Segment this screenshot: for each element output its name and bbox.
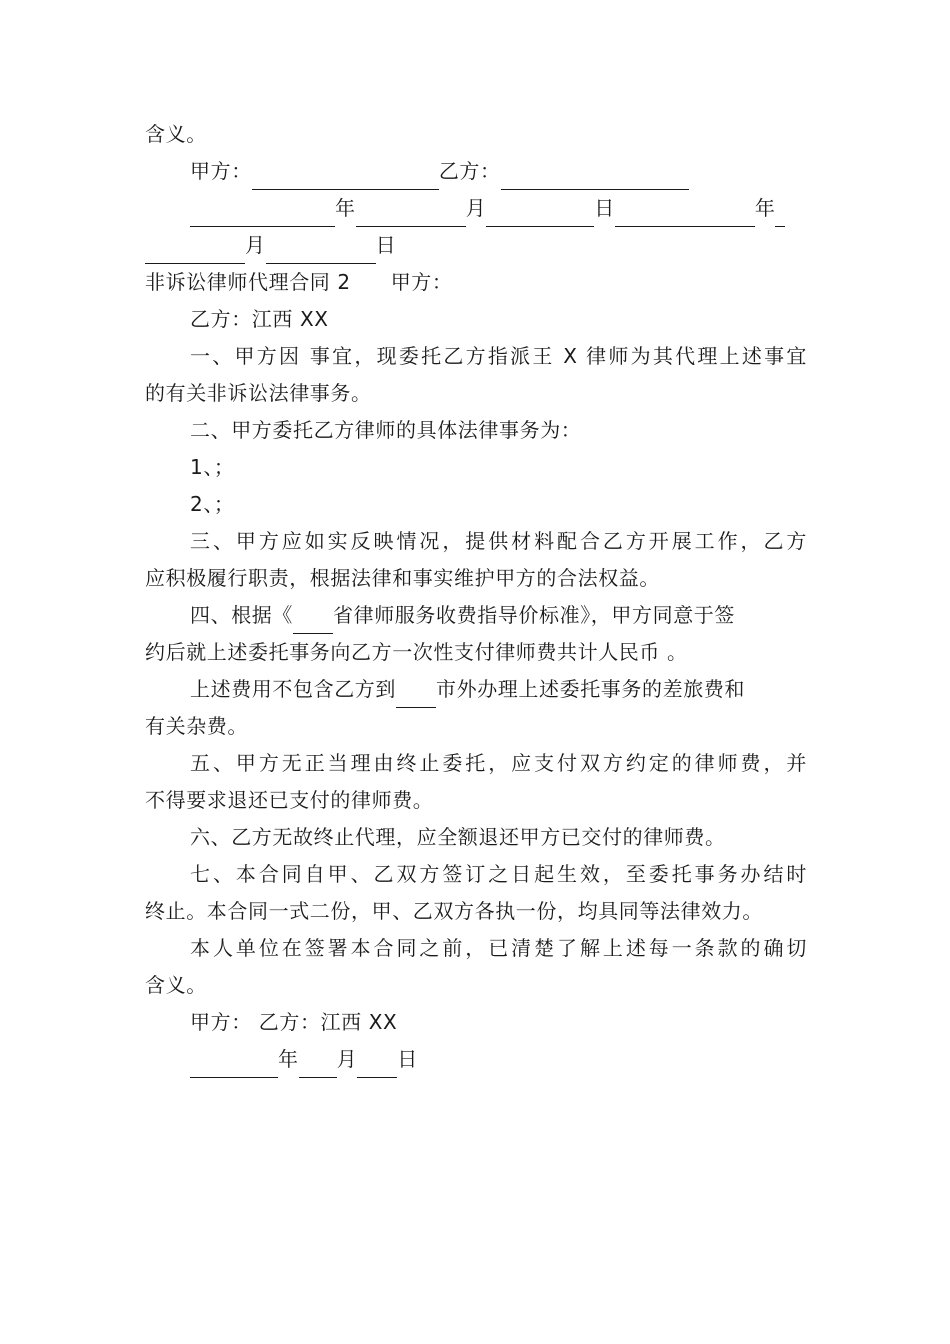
clause-7-line-2 xyxy=(145,893,807,930)
signature-line-2 xyxy=(145,1004,807,1041)
signature-line-1 xyxy=(145,153,807,190)
contract-title-line xyxy=(145,264,807,301)
clause-1-line-2 xyxy=(145,375,807,412)
title-party-a: 甲方： xyxy=(390,270,453,294)
year-blank xyxy=(190,200,335,227)
date-line-1b xyxy=(145,227,807,264)
fee-note-line-1 xyxy=(145,671,807,708)
month-label-2: 月 xyxy=(245,233,266,257)
text: 四、根据《 xyxy=(190,603,293,627)
fee-note-line-2 xyxy=(145,708,807,745)
text-line xyxy=(145,116,807,153)
text: 五、甲方无正当理由终止委托，应支付双方约定的律师费，并 xyxy=(190,751,807,775)
document-page xyxy=(145,116,807,1078)
text: 七、本合同自甲、乙双方签订之日起生效，至委托事务办结时 xyxy=(190,862,807,886)
text: 省律师服务收费指导价标准》，甲方同意于签 xyxy=(333,603,735,627)
party-b-label: 乙方： xyxy=(438,159,501,183)
text: 约后就上述委托事务向乙方一次性支付律师费共计人民币 。 xyxy=(145,640,688,664)
month-blank-3 xyxy=(299,1051,337,1078)
party-a-blank xyxy=(252,163,439,190)
province-blank xyxy=(293,607,333,634)
statement-line-2 xyxy=(145,967,807,1004)
clause-4-line-1 xyxy=(145,597,807,634)
item-2 xyxy=(145,486,807,523)
clause-2 xyxy=(145,412,807,449)
item-1 xyxy=(145,449,807,486)
text: 市外办理上述委托事务的差旅费和 xyxy=(436,677,745,701)
text: 有关杂费。 xyxy=(145,714,248,738)
text: 一、甲方因 事宜，现委托乙方指派王 X 律师为其代理上述事宜 xyxy=(190,344,807,368)
clause-1-line-1 xyxy=(145,338,807,375)
text: 应积极履行职责，根据法律和事实维护甲方的合法权益。 xyxy=(145,566,660,590)
party-b: 乙方：江西 XX xyxy=(190,307,329,331)
text: 甲方： 乙方：江西 XX xyxy=(190,1010,398,1034)
date-line-2 xyxy=(145,1041,807,1078)
text: 含义。 xyxy=(145,973,207,997)
day-blank-3 xyxy=(357,1051,397,1078)
clause-7-line-1 xyxy=(145,856,807,893)
text: 二、甲方委托乙方律师的具体法律事务为： xyxy=(190,418,582,442)
year-label: 年 xyxy=(335,196,356,220)
year-label-3: 年 xyxy=(278,1047,299,1071)
party-b-blank xyxy=(501,163,689,190)
clause-3-line-2 xyxy=(145,560,807,597)
text-line xyxy=(145,301,807,338)
statement-line-1 xyxy=(145,930,807,967)
day-label-3: 日 xyxy=(397,1047,418,1071)
clause-5-line-2 xyxy=(145,782,807,819)
clause-4-line-2 xyxy=(145,634,807,671)
party-a-label: 甲方： xyxy=(190,159,252,183)
clause-5-line-1 xyxy=(145,745,807,782)
text: 1、； xyxy=(190,455,235,479)
day-label: 日 xyxy=(594,196,615,220)
month-blank xyxy=(356,200,466,227)
month-label: 月 xyxy=(465,196,487,220)
text: 终止。本合同一式二份，甲、乙双方各执一份，均具同等法律效力。 xyxy=(145,899,763,923)
day-blank xyxy=(486,200,594,227)
day-label-2: 日 xyxy=(375,233,397,257)
contract-title: 非诉讼律师代理合同 2 xyxy=(145,270,351,294)
text: 六、乙方无故终止代理，应全额退还甲方已交付的律师费。 xyxy=(190,825,726,849)
day-blank-2 xyxy=(266,237,376,264)
month-label-3: 月 xyxy=(336,1047,358,1071)
city-blank xyxy=(396,681,436,708)
blank-tail xyxy=(775,200,785,227)
text: 上述费用不包含乙方到 xyxy=(190,677,396,701)
year-blank-2 xyxy=(615,200,755,227)
text: 含义。 xyxy=(145,122,207,146)
date-line-1 xyxy=(145,190,807,227)
year-label-2: 年 xyxy=(754,196,776,220)
text: 三、甲方应如实反映情况，提供材料配合乙方开展工作，乙方 xyxy=(190,529,807,553)
text: 本人单位在签署本合同之前，已清楚了解上述每一条款的确切 xyxy=(190,936,807,960)
clause-6 xyxy=(145,819,807,856)
text: 不得要求退还已支付的律师费。 xyxy=(145,788,434,812)
month-blank-2 xyxy=(145,237,245,264)
year-blank-3 xyxy=(190,1051,278,1078)
clause-3-line-1 xyxy=(145,523,807,560)
text: 2、； xyxy=(190,492,235,516)
text: 的有关非诉讼法律事务。 xyxy=(145,381,372,405)
